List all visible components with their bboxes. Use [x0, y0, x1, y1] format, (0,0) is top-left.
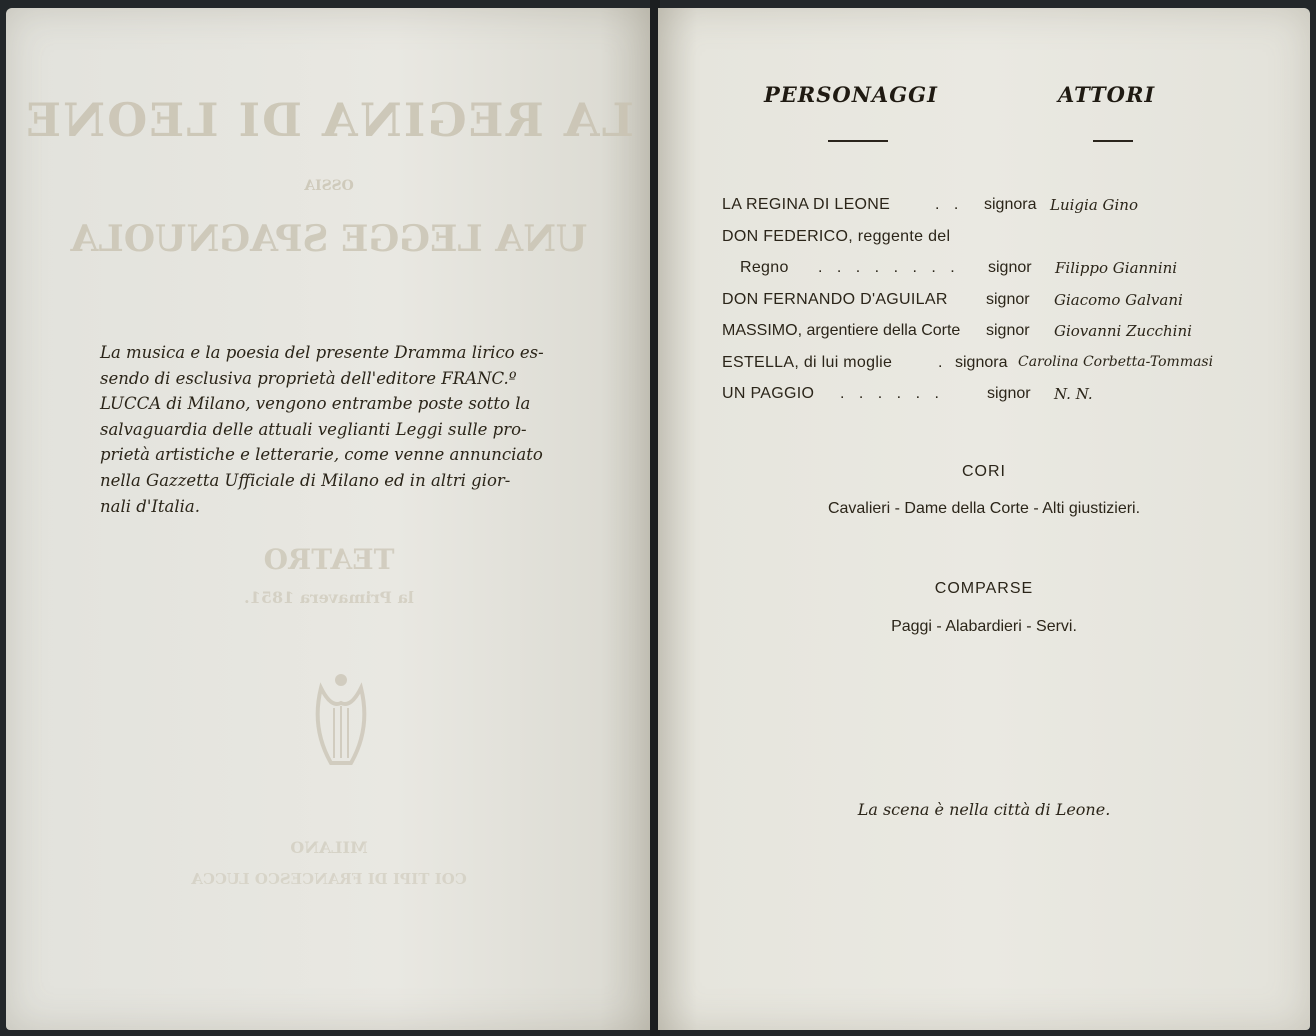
cast-actor: Giovanni Zucchini — [1054, 322, 1192, 340]
ghost-teatro: TEATRO — [263, 543, 395, 576]
cast-row — [722, 253, 1242, 285]
ghost-subtitle: UNA LEGGE SPAGNUOLA — [70, 218, 588, 260]
cori-heading: CORI — [962, 463, 1006, 480]
notice-line: nali d'Italia. — [100, 496, 200, 516]
cast-row — [722, 379, 1242, 411]
cast-role: LA REGINA DI LEONE — [722, 196, 891, 213]
notice-line: prietà artistiche e letterarie, come venne annunciato — [100, 445, 543, 465]
cast-title: signor — [986, 322, 1030, 339]
cast-role: MASSIMO, argentiere della Corte — [722, 322, 961, 339]
comparse-heading: COMPARSE — [934, 580, 1034, 597]
cast-dots: . — [938, 353, 948, 371]
cast-role: DON FERNANDO D'AGUILAR — [722, 290, 948, 308]
right-page — [658, 8, 1310, 1030]
cast-title: signor — [987, 385, 1031, 402]
cast-dots: . . . . . . . . — [818, 259, 960, 276]
copyright-notice — [100, 340, 608, 519]
cast-title: signor — [988, 259, 1032, 276]
cast-role: Regno — [740, 259, 789, 276]
notice-line: sendo di esclusiva proprietà dell'editore FRANC.º — [100, 368, 517, 388]
cast-actor: N. N. — [1054, 385, 1093, 403]
ghost-title: LA REGINA DI LEONE — [24, 93, 634, 147]
cast-row — [722, 316, 1242, 348]
ghost-primavera: la Primavera 1851. — [244, 588, 414, 607]
cast-row — [722, 348, 1242, 380]
cast-list — [722, 190, 1242, 411]
cast-dots: . . . . . . — [840, 385, 944, 402]
cast-row — [722, 285, 1242, 317]
personaggi-rule — [828, 140, 888, 142]
lyre-emblem-icon — [306, 668, 376, 778]
cast-role: DON FEDERICO, reggente del — [722, 227, 951, 245]
cast-title: signora — [984, 196, 1037, 213]
cast-actor: Filippo Giannini — [1055, 259, 1178, 277]
header-attori: ATTORI — [1058, 82, 1156, 107]
comparse-list: Paggi - Alabardieri - Servi. — [891, 618, 1077, 635]
cast-actor: Luigia Gino — [1050, 196, 1139, 214]
cast-actor: Giacomo Galvani — [1054, 290, 1183, 309]
ghost-ossia: OSSIA — [304, 178, 354, 194]
notice-line: salvaguardia delle attuali veglianti Leggi sulle pro- — [100, 419, 527, 439]
cast-role: ESTELLA, di lui moglie — [722, 353, 893, 371]
notice-line: LUCCA di Milano, vengono entrambe poste sotto la — [100, 394, 531, 414]
cast-title: signora — [955, 353, 1008, 371]
attori-rule — [1093, 140, 1133, 142]
cast-role: UN PAGGIO — [722, 385, 815, 402]
cast-dots: . . — [935, 196, 964, 213]
ghost-printer: COI TIPI DI FRANCESCO LUCCA — [191, 870, 467, 888]
ghost-milano: MILANO — [290, 838, 368, 857]
notice-line: nella Gazzetta Ufficiale di Milano ed in altri gior- — [100, 470, 511, 490]
cast-title: signor — [986, 290, 1030, 308]
notice-line: La musica e la poesia del presente Dramma lirico es- — [100, 343, 544, 362]
cast-row — [722, 190, 1242, 222]
cast-row — [722, 222, 1242, 254]
header-personaggi: PERSONAGGI — [764, 82, 938, 107]
cast-actor: Carolina Corbetta-Tommasi — [1018, 353, 1214, 370]
scene-note: La scena è nella città di Leone. — [857, 800, 1111, 819]
cori-list: Cavalieri - Dame della Corte - Alti giustizieri. — [827, 500, 1141, 517]
